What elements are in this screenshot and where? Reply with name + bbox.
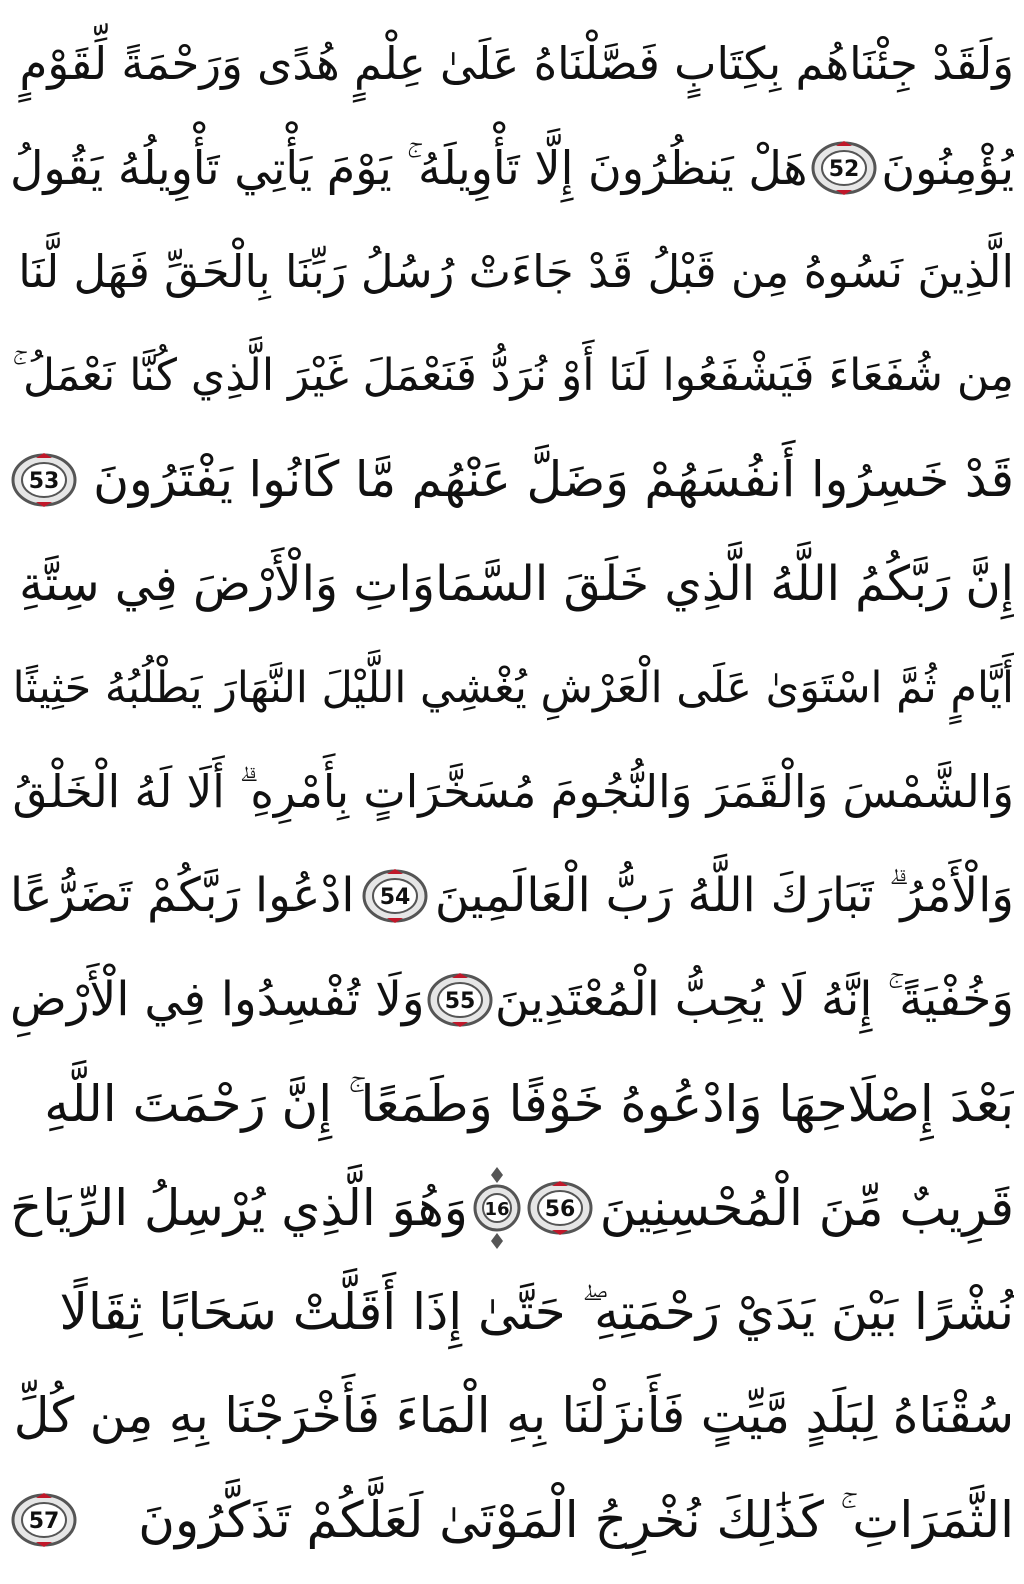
verse-line bbox=[10, 1366, 1014, 1466]
verse-text: هَلْ يَنظُرُونَ إِلَّا تَأْوِيلَهُ ۚ يَوْمَ يَأْتِي تَأْوِيلُهُ يَقُولُ bbox=[10, 141, 808, 195]
verse-line bbox=[10, 1158, 1014, 1258]
verse-text: الَّذِينَ نَسُوهُ مِن قَبْلُ قَدْ جَاءَتْ رُسُلُ رَبِّنَا بِالْحَقِّ فَهَل لَّنَا bbox=[18, 245, 1014, 298]
verse-text: مِن شُفَعَاءَ فَيَشْفَعُوا لَنَا أَوْ نُرَدُّ فَنَعْمَلَ غَيْرَ الَّذِي كُنَّا نَعْمَلُ ۚ bbox=[12, 350, 1014, 401]
verse-line bbox=[10, 14, 1014, 114]
hizb-ornament-icon bbox=[473, 1165, 521, 1251]
ayah-number-marker bbox=[526, 1180, 594, 1236]
verse-line bbox=[10, 638, 1014, 738]
ayah-marker-icon bbox=[10, 1492, 78, 1548]
ayah-number: 55 bbox=[444, 989, 476, 1014]
hizb-number: 16 bbox=[484, 1199, 510, 1220]
ayah-number: 52 bbox=[829, 157, 860, 182]
verse-line bbox=[10, 742, 1014, 842]
verse-text: قَدْ خَسِرُوا أَنفُسَهُمْ وَضَلَّ عَنْهُم مَّا كَانُوا يَفْتَرُونَ bbox=[93, 451, 1014, 508]
verse-text: إِنَّ رَبَّكُمُ اللَّهُ الَّذِي خَلَقَ السَّمَاوَاتِ وَالْأَرْضَ فِي سِتَّةِ bbox=[19, 556, 1014, 612]
ayah-number-marker bbox=[361, 868, 429, 924]
verse-line bbox=[10, 430, 1014, 530]
verse-text: نُشْرًا بَيْنَ يَدَيْ رَحْمَتِهِ ۖ حَتَّىٰ إِذَا أَقَلَّتْ سَحَابًا ثِقَالًا bbox=[59, 1283, 1014, 1341]
ayah-number-marker bbox=[10, 452, 78, 508]
verse-text: وَخُفْيَةً ۚ إِنَّهُ لَا يُحِبُّ الْمُعْتَدِينَ bbox=[494, 972, 1014, 1027]
verse-line bbox=[10, 846, 1014, 946]
verse-line bbox=[10, 1262, 1014, 1362]
verse-text: سُقْنَاهُ لِبَلَدٍ مَّيِّتٍ فَأَنزَلْنَا بِهِ الْمَاءَ فَأَخْرَجْنَا بِهِ مِن كُلِّ bbox=[13, 1387, 1014, 1444]
ayah-number: 53 bbox=[28, 469, 60, 494]
verse-text: وَالْأَمْرُ ۗ تَبَارَكَ اللَّهُ رَبُّ الْعَالَمِينَ bbox=[434, 868, 1014, 923]
verse-line bbox=[10, 326, 1014, 426]
ayah-marker-icon bbox=[361, 868, 429, 924]
ayah-number: 56 bbox=[545, 1197, 576, 1222]
ayah-number-marker bbox=[810, 140, 878, 196]
verse-text: الثَّمَرَاتِ ۚ كَذَٰلِكَ نُخْرِجُ الْمَوْتَىٰ لَعَلَّكُمْ تَذَكَّرُونَ bbox=[138, 1491, 1014, 1549]
verse-line bbox=[10, 1470, 1014, 1570]
verse-line bbox=[10, 222, 1014, 322]
ayah-marker-icon bbox=[10, 452, 78, 508]
verse-line bbox=[10, 118, 1014, 218]
ayah-marker-icon bbox=[526, 1180, 594, 1236]
ayah-number-marker bbox=[10, 1492, 78, 1548]
verse-text: أَيَّامٍ ثُمَّ اسْتَوَىٰ عَلَى الْعَرْشِ يُغْشِي اللَّيْلَ النَّهَارَ يَطْلُبُهُ حَثِيثًا bbox=[12, 663, 1014, 713]
verse-text: وَلَقَدْ جِئْنَاهُم بِكِتَابٍ فَصَّلْنَاهُ عَلَىٰ عِلْمٍ هُدًى وَرَحْمَةً لِّقَوْمٍ bbox=[19, 37, 1014, 90]
verse-line bbox=[10, 534, 1014, 634]
hizb-marker bbox=[473, 1165, 521, 1251]
ayah-marker-icon bbox=[426, 972, 494, 1028]
verse-text: يُؤْمِنُونَ bbox=[881, 141, 1014, 195]
ayah-number: 54 bbox=[379, 885, 410, 910]
verse-text: وَلَا تُفْسِدُوا فِي الْأَرْضِ bbox=[10, 972, 425, 1027]
verse-text: ادْعُوا رَبَّكُمْ تَضَرُّعًا bbox=[10, 868, 355, 923]
verse-text: وَالشَّمْسَ وَالْقَمَرَ وَالنُّجُومَ مُسَخَّرَاتٍ بِأَمْرِهِ ۗ أَلَا لَهُ الْخَلْقُ bbox=[12, 765, 1014, 818]
ayah-number: 57 bbox=[28, 1509, 60, 1534]
ayah-marker-icon bbox=[810, 140, 878, 196]
ayah-number-marker bbox=[426, 972, 494, 1028]
verse-text: وَهُوَ الَّذِي يُرْسِلُ الرِّيَاحَ bbox=[10, 1179, 468, 1237]
verse-text: قَرِيبٌ مِّنَ الْمُحْسِنِينَ bbox=[599, 1179, 1014, 1237]
mushaf-page bbox=[10, 14, 1014, 1574]
verse-line bbox=[10, 1054, 1014, 1154]
verse-line bbox=[10, 950, 1014, 1050]
verse-text: بَعْدَ إِصْلَاحِهَا وَادْعُوهُ خَوْفًا وَطَمَعًا ۚ إِنَّ رَحْمَتَ اللَّهِ bbox=[44, 1075, 1014, 1133]
